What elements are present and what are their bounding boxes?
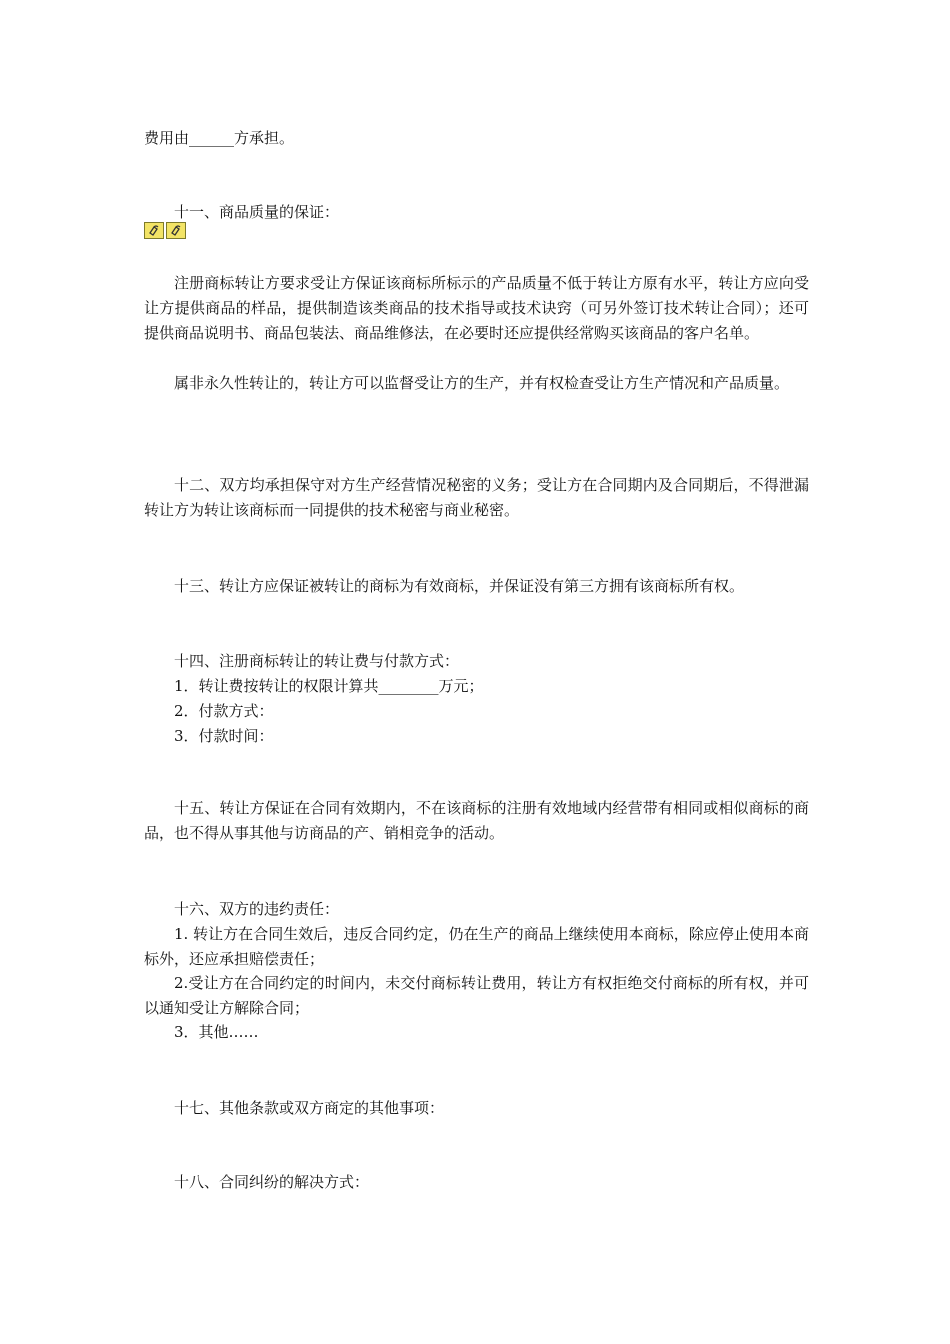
section-11-paragraph-2: 属非永久性转让的，转让方可以监督受让方的生产，并有权检查受让方生产情况和产品质量。 <box>174 374 790 392</box>
section-17: 十七、其他条款或双方商定的其他事项： <box>174 1099 445 1117</box>
link-icon[interactable] <box>166 222 186 239</box>
section-12: 十二、双方均承担保守对方生产经营情况秘密的义务；受让方在合同期内及合同期后，不得泄漏转让方为转让该商标而一同提供的技术秘密与商业秘密。 <box>144 476 809 519</box>
section-16-item: 3．其他…… <box>174 1023 259 1041</box>
section-11-paragraph-1: 注册商标转让方要求受让方保证该商标所标示的产品质量不低于转让方原有水平，转让方应向受让方提供商品的样品，提供制造该类商品的技术指导或技术诀窍（可另外签订技术转让合同）；还可提供商品说明书、商品包装法、商品维修法，在必要时还应提供经常购买该商品的客户名单。 <box>144 274 809 342</box>
section-14-item: 3．付款时间： <box>174 727 274 745</box>
section-14-heading: 十四、注册商标转让的转让费与付款方式： <box>174 652 460 670</box>
section-18: 十八、合同纠纷的解决方式： <box>174 1173 370 1191</box>
section-16-item: 1. 转让方在合同生效后，违反合同约定，仍在生产的商品上继续使用本商标，除应停止使用本商标外，还应承担赔偿责任； <box>144 925 809 968</box>
embedded-object-icons <box>144 222 186 241</box>
section-15: 十五、转让方保证在合同有效期内，不在该商标的注册有效地域内经营带有相同或相似商标的商品，也不得从事其他与访商品的产、销相竞争的活动。 <box>144 799 809 842</box>
cost-bearer-line: 费用由______方承担。 <box>144 129 295 147</box>
section-14-item: 1．转让费按转让的权限计算共________万元； <box>174 677 484 695</box>
section-13: 十三、转让方应保证被转让的商标为有效商标，并保证没有第三方拥有该商标所有权。 <box>174 577 745 595</box>
section-14-item: 2．付款方式： <box>174 702 274 720</box>
section-16-heading: 十六、双方的违约责任： <box>174 900 340 918</box>
section-16-item: 2.受让方在合同约定的时间内，未交付商标转让费用，转让方有权拒绝交付商标的所有权，并可以通知受让方解除合同； <box>144 974 809 1017</box>
link-icon[interactable] <box>144 222 164 239</box>
section-11-heading: 十一、商品质量的保证： <box>174 203 340 221</box>
